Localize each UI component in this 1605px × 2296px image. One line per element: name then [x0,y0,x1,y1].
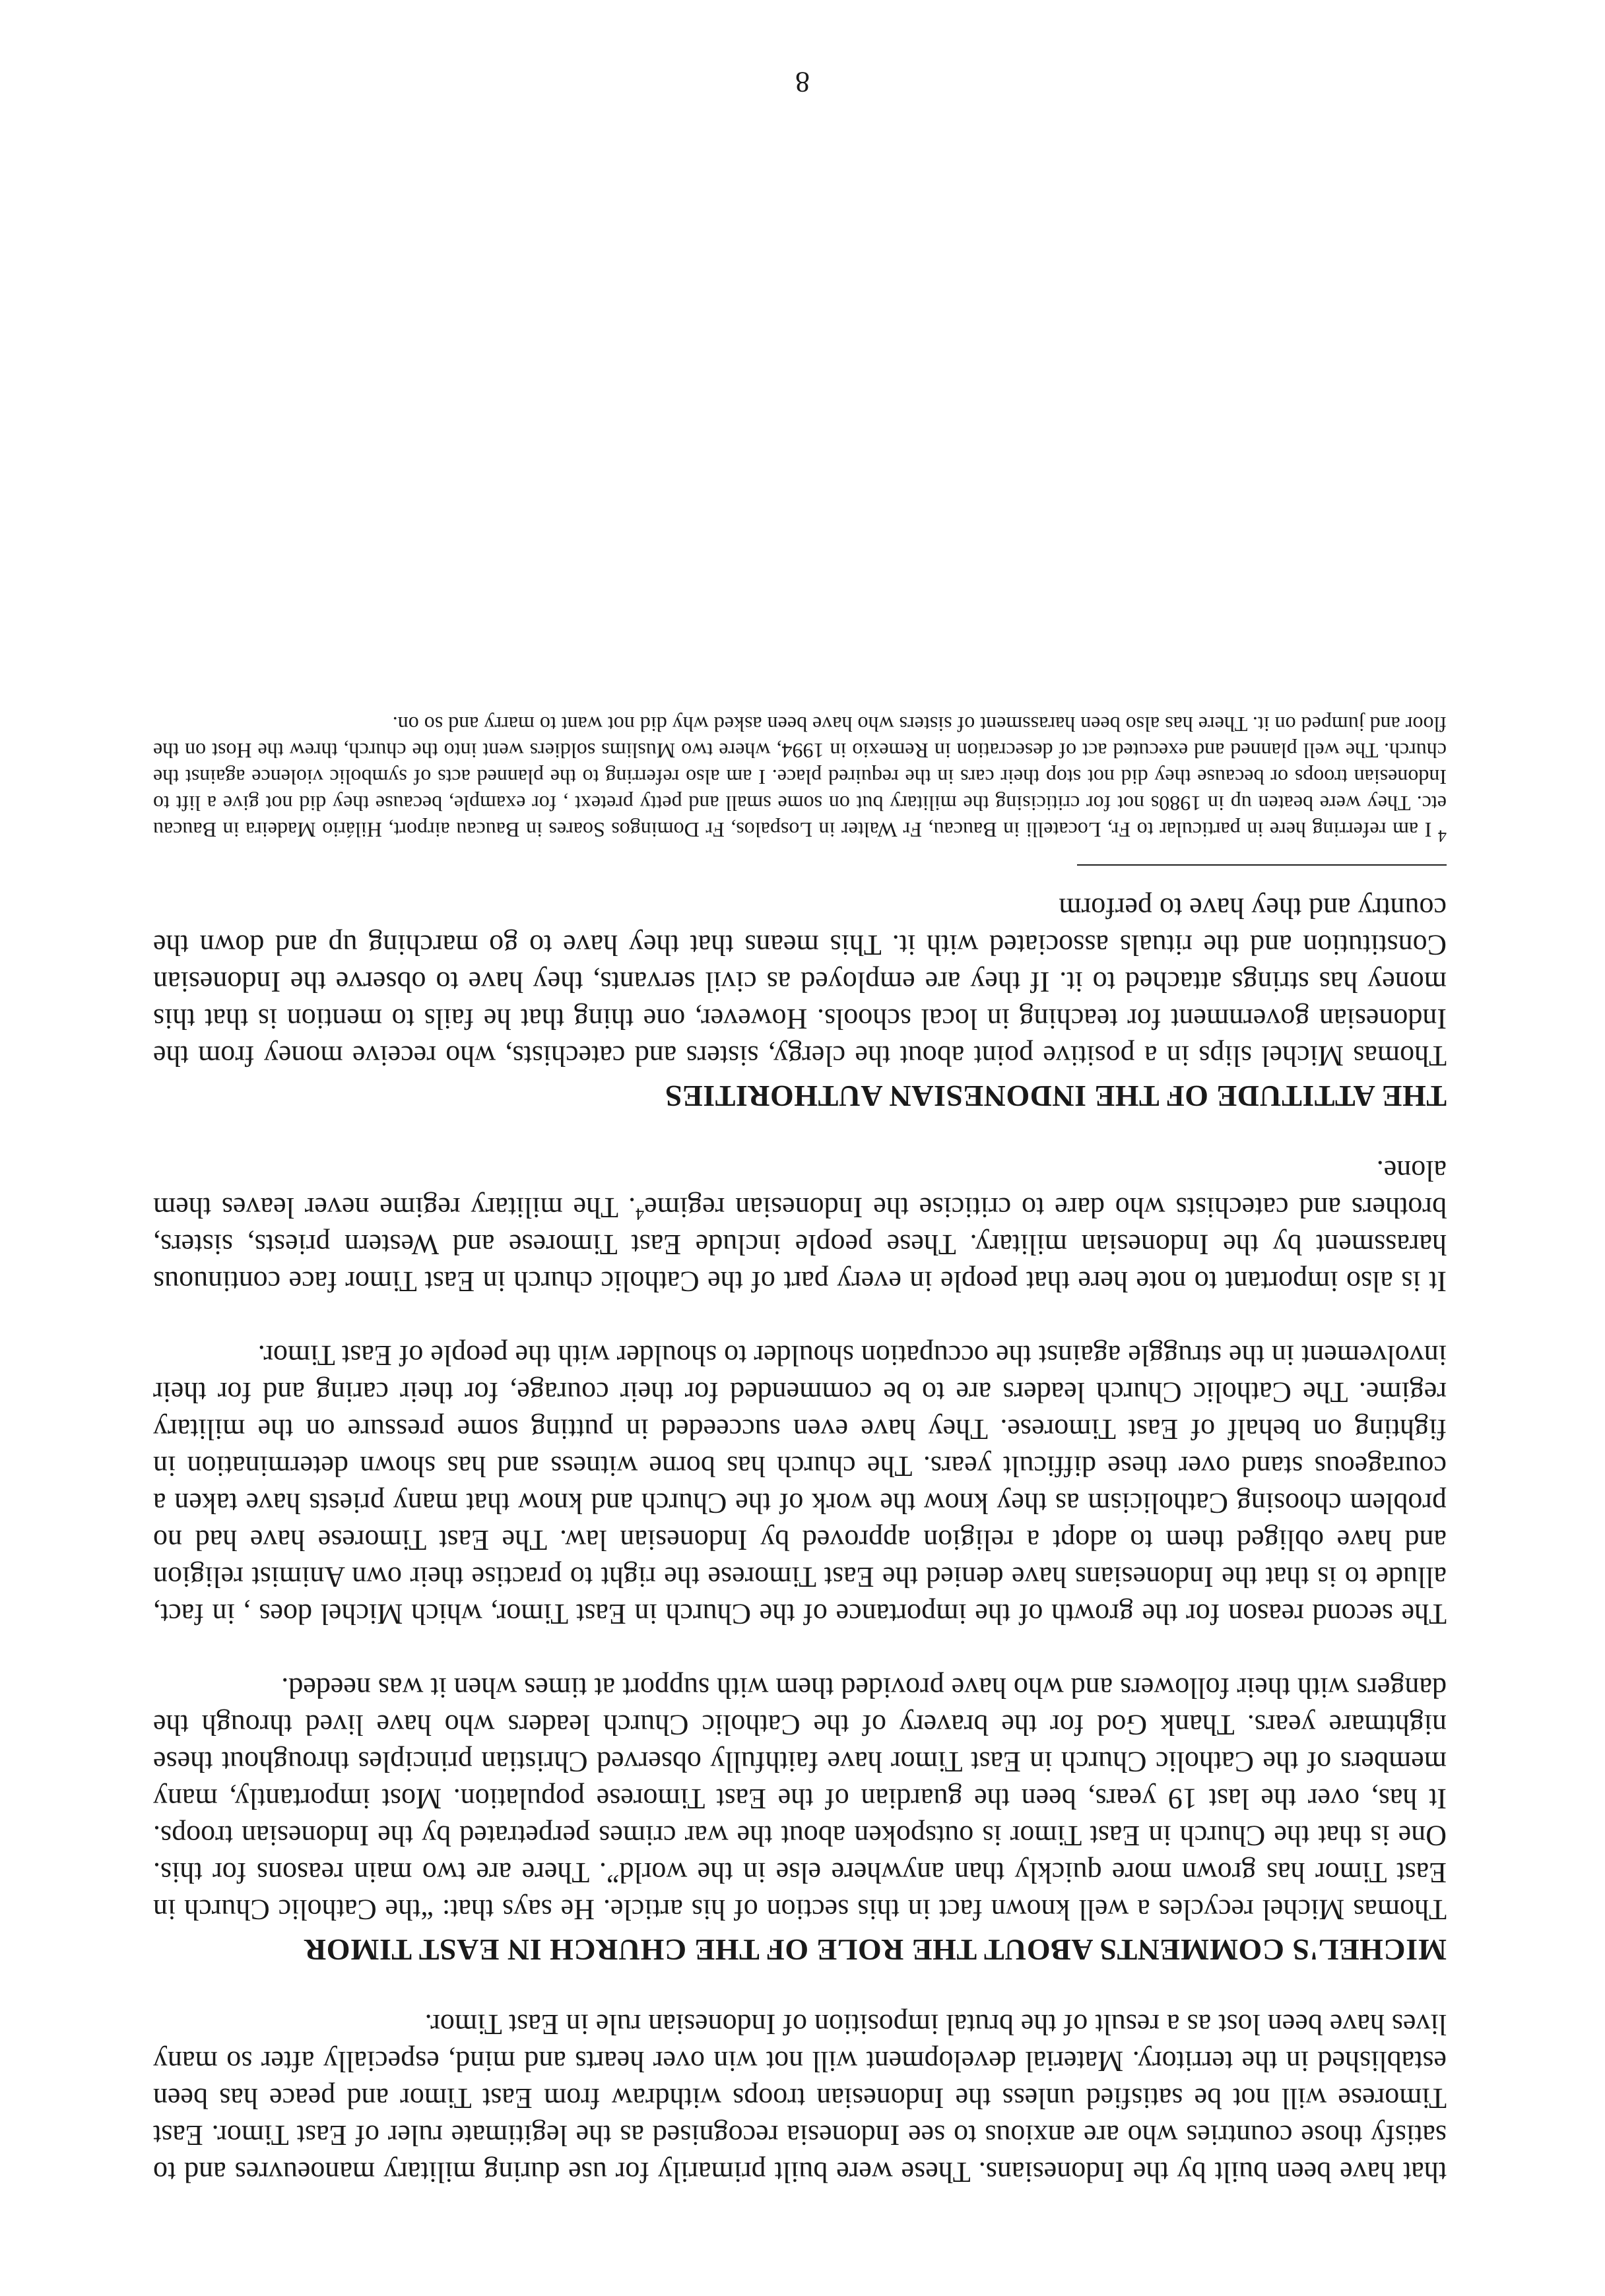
heading-church-role: MICHEL'S COMMENTS ABOUT THE ROLE OF THE CHURCH IN EAST TIMOR [304,1933,1447,1967]
paragraph-church-growth: Thomas Michel recycles a well known fact in this section of his article. He says that: “the Catholic Church in East Timor has grown more quickly than anywhere else in the world”. There are two main reasons for this. One is that the Church in East Timor is outspoken about the war crimes perpetrated by the Indonesian troops. It has, over the last 19 years, been the guardian of the East Timorese population. Most importantly, many members of the Catholic Church in East Timor have faithfully observed Christian principles throughout these nightmare years. Thank God for the bravery of the Catholic Church leaders who have lived through the dangers with their followers and who have provided them with support at times when it was needed. [153,1672,1447,1926]
paragraph-authorities: Thomas Michel slips in a positive point about the clergy, sisters and catechists, who receive money from the Indonesian government for teaching in local schools. However, one thing that he fails to mention is that this money has strings attached to it. If they are employed as civil servants, they have to observe the Indonesian Constitution and the rituals associated with it. This means that they have to go marching up and down the country and they have to perform [153,892,1447,1072]
footnote [153,711,1447,846]
page-body [153,690,1447,2190]
heading-indonesian-authorities: THE ATTITUDE OF THE INDONESIAN AUTHORITIES [665,1079,1447,1113]
harassment-text-tail: . The military regime never leaves them alone. [153,1155,1447,1224]
footnote-marker: 4 [1438,826,1447,846]
paragraph-intro: that have been built by the Indonesians. These were built primarily for use during military manoeuvres and to satisfy those countries who are anxious to see Indonesia recognised as the legitimate ruler of East Timor. East Timorese will not be satisfied unless the Indonesian troops withdraw from East Timor and peace has been established in the territory. Material development will not win over hearts and mind, especially after so many lives have been lost as a result of the brutal imposition of Indonesian rule in East Timor. [153,2008,1447,2188]
footnote-text: I am referring here in particular to Fr, Locatelli in Baucau, Fr Walter in Lospalos, Fr Domingos Soares in Baucau airport, Hilário Madeira in Baucau etc. They were beaten up in 1980s not for criticising the military but on some small and petty pretext , for example, because they did not give a lift to Indonesian troops or because they did not stop their cars in the required place. I am also referring to the planned acts of symbolic violence against the church. The well planned and executed act of desecration in Remexio in 1994, where two Muslims soldiers went into the church, threw the Host on the floor and jumped on it. There has also been harassment of sisters who have been asked why did not want to marry and so on. [153,713,1447,842]
paragraph-second-reason: The second reason for the growth of the importance of the Church in East Timor, which Michel does , in fact, allude to is that the Indonesians have denied the East Timorese the right to practise their own Animist religion and have obliged them to adopt a religion approved by Indonesian law. The East Timorese have had no problem choosing Catholicism as they know the work of the Church and know that many priests have taken a courageous stand over these difficult years. The church has borne witness and has shown determination in fighting on behalf of East Timorese. They have even succeeded in putting some pressure on the military regime. The Catholic Church leaders are to be commended for their courage, for their caring and for their involvement in the struggle against the occupation shoulder to shoulder with the people of East Timor. [153,1339,1447,1630]
harassment-text: It is also important to note here that people in every part of the Catholic church in East Timor face continuous harassment by the Indonesian military. These people include East Timorese and Western priests, sisters, brothers and catechists who dare to criticise the Indonesian regime [153,1192,1447,1298]
footnote-reference: 4 [636,1204,645,1224]
footnote-divider [1077,864,1447,866]
paragraph-harassment [153,1152,1447,1300]
page-number: 8 [795,66,810,98]
